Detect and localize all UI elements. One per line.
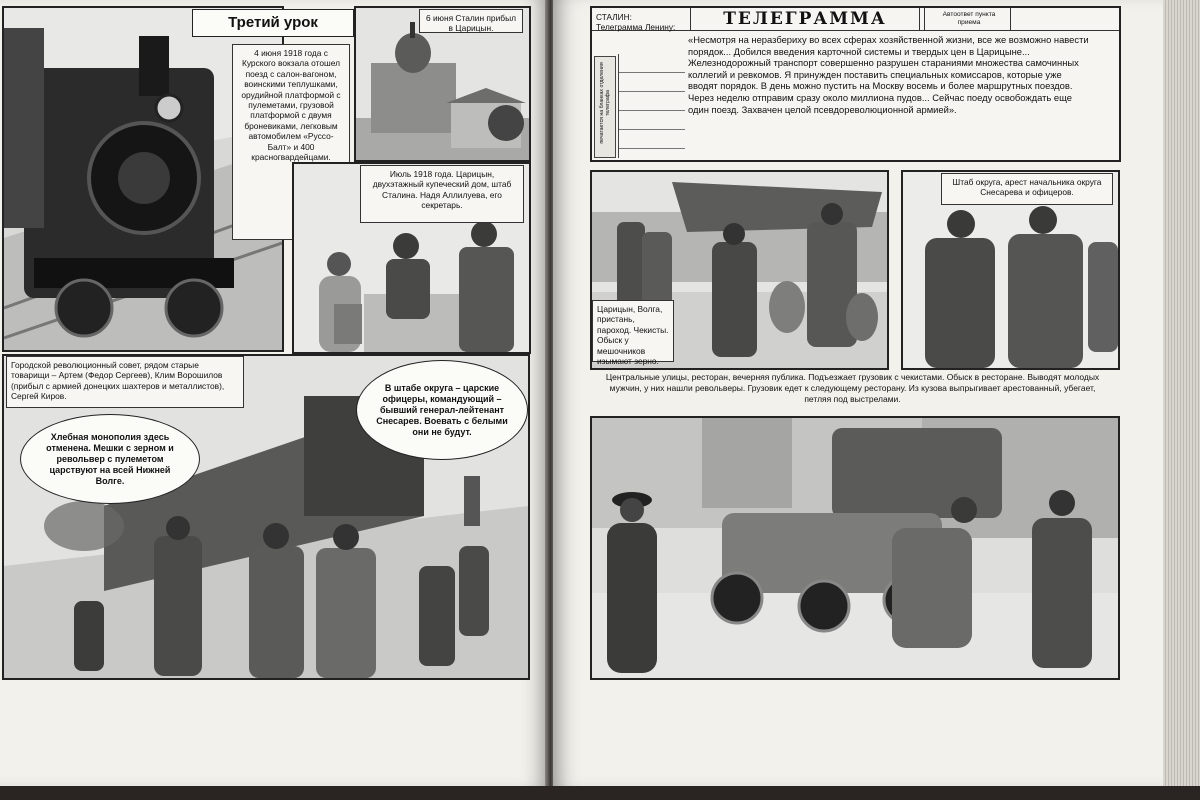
caption-train-departure: 4 июня 1918 года с Курского вокзала отошел поезд с салон-вагоном, воинскими теплушками, орудийной платформой с пулеметами, грузовой платформой с двумя броневиками, легковым автомобилем «Руссо-Балт» и 400 красногвардейцами. — [232, 44, 350, 240]
caption-arrest: Штаб округа, арест начальника округа Снесарева и офицеров. — [941, 173, 1113, 205]
page-edges — [1163, 0, 1200, 786]
caption-streets: Центральные улицы, ресторан, вечерняя публика. Подъезжает грузовик с чекистами. Обыск в ресторане. Выводят молодых мужчин, у них нашли револьверы. Грузовик едет к следующему ресторану. Из кузова выпрыгивает арестованный, убегает, петляя под выстрелами. — [605, 372, 1100, 404]
telegram-title: ТЕЛЕГРАММА — [690, 8, 920, 30]
left-page — [0, 0, 548, 786]
telegram-body: «Несмотря на неразбериху во всех сферах хозяйственной жизни, все же возможно навести порядок... Добился введения карточной системы и твердых цен в Царицыне... Железнодорожный транспорт совершенно разрушен стараниями множества самочинных коллегий и ревкомов. Я принужден поставить специальных комиссаров, которые уже вводят порядок. В день можно пустить на Москву восемь и более маршрутных поездов. Через неделю отправим сразу около миллиона пудов... Сейчас поеду освобождать еще один поезд. Захвачен целой псевдореволюционной армией». — [688, 34, 1089, 115]
caption-arrival: 6 июня Сталин прибыл в Царицын. — [419, 9, 523, 33]
telegram-from: СТАЛИН: Телеграмма Ленину: — [596, 12, 676, 32]
caption-revolutionary-soviet: Городской революционный совет, рядом старые товарищи – Артем (Федор Сергеев), Клим Ворошилов (прибыл с армией донецких шахтеров и металлистов), Сергей Киров. — [6, 356, 244, 408]
telegram-vertical-strip — [594, 56, 616, 158]
telegram-vertical-note: печатается на бланках отделения телеграфа — [599, 62, 611, 144]
speech-bubble-monopoly: Хлебная монополия здесь отменена. Мешки с зерном и револьвер с пулеметом царствуют на всей Нижней Волге. — [20, 414, 200, 504]
caption-pier: Царицын, Волга, пристань, пароход. Чекисты. Обыск у мешочников изымают зерно. — [592, 300, 674, 362]
telegram-form — [590, 6, 1121, 162]
page-title: Третий урок — [192, 9, 354, 37]
street-truck-illustration — [592, 418, 1118, 678]
background-surface — [0, 786, 1200, 800]
speech-bubble-officers: В штабе округа – царские офицеры, командующий – бывший генерал-лейтенант Снесарев. Воевать с белыми они не будут. — [356, 360, 528, 460]
caption-headquarters: Июль 1918 года. Царицын, двухэтажный купеческий дом, штаб Сталина. Надя Аллилуева, его секретарь. — [360, 165, 524, 223]
panel-street-truck — [590, 416, 1120, 680]
telegram-corner-note: Автоответ пункта приема — [942, 11, 996, 26]
telegram-grid — [618, 54, 685, 158]
